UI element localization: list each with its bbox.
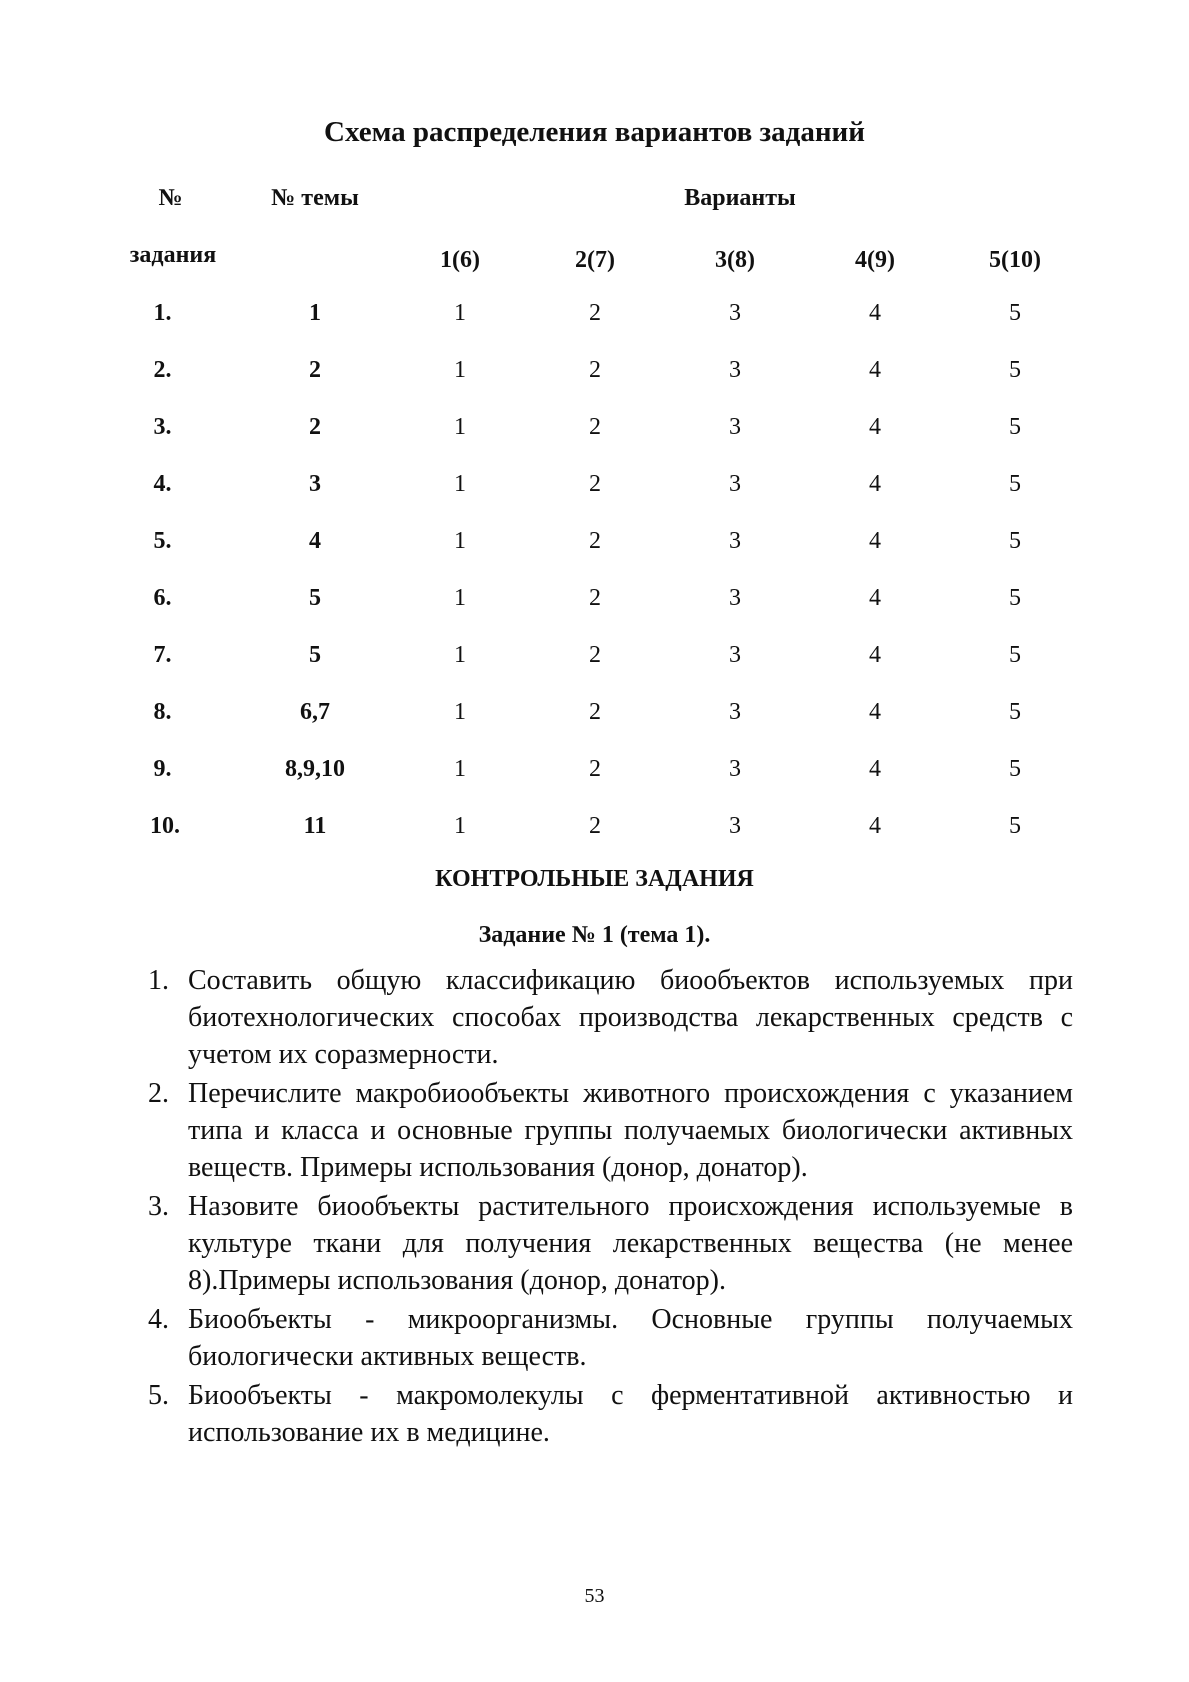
task-number-cell: 3. [153,414,172,440]
table-header-variant-1: 1(6) [440,247,480,273]
variant-value-cell: 3 [729,813,741,839]
variant-value-cell: 5 [1009,357,1021,383]
variant-value-cell: 2 [589,471,601,497]
variant-value-cell: 4 [869,414,881,440]
task-item-number: 4. [148,1304,169,1335]
variant-value-cell: 3 [729,528,741,554]
topic-number-cell: 1 [309,300,321,326]
topic-number-cell: 5 [309,642,321,668]
variant-value-cell: 5 [1009,585,1021,611]
variant-value-cell: 2 [589,642,601,668]
section-heading: КОНТРОЛЬНЫЕ ЗАДАНИЯ [435,866,754,892]
variant-value-cell: 2 [589,699,601,725]
task-number-cell: 8. [153,699,172,725]
variant-value-cell: 5 [1009,813,1021,839]
variant-value-cell: 4 [869,813,881,839]
variant-value-cell: 2 [589,528,601,554]
variant-value-cell: 1 [454,528,466,554]
variant-value-cell: 4 [869,300,881,326]
task-item [148,1188,1073,1299]
task-number-cell: 1. [153,300,172,326]
task-number-cell: 10. [150,813,180,839]
variant-value-cell: 4 [869,471,881,497]
task-heading: Задание № 1 (тема 1). [478,922,711,948]
variant-value-cell: 5 [1009,756,1021,782]
variant-value-cell: 3 [729,699,741,725]
task-item [148,962,1073,1073]
variant-value-cell: 3 [729,471,741,497]
variant-value-cell: 1 [454,300,466,326]
variant-value-cell: 3 [729,642,741,668]
page-title: Схема распределения вариантов заданий [324,116,865,148]
topic-number-cell: 4 [309,528,321,554]
task-item [148,1301,1073,1375]
table-header-topic: № темы [271,185,359,211]
topic-number-cell: 5 [309,585,321,611]
task-item-number: 1. [148,965,169,996]
task-number-cell: 7. [153,642,172,668]
variant-value-cell: 4 [869,756,881,782]
variant-value-cell: 4 [869,699,881,725]
task-item-text: Перечислите макробиообъекты животного происхождения с указанием типа и класса и основные группы получаемых биологически активных веществ. Примеры использования (донор, донатор). [188,1078,1073,1183]
variant-value-cell: 5 [1009,471,1021,497]
task-number-cell: 4. [153,471,172,497]
variant-value-cell: 2 [589,585,601,611]
task-item-number: 2. [148,1078,169,1109]
variant-value-cell: 1 [454,642,466,668]
task-item-text: Составить общую классификацию биообъектов используемых при биотехнологических способах производства лекарственных средств с учетом их соразмерности. [188,965,1073,1070]
variant-value-cell: 3 [729,756,741,782]
variant-value-cell: 4 [869,642,881,668]
table-header-variants: Варианты [684,185,796,211]
variant-value-cell: 2 [589,756,601,782]
variant-value-cell: 5 [1009,528,1021,554]
variant-value-cell: 3 [729,300,741,326]
table-header-variant-3: 3(8) [715,247,755,273]
variant-value-cell: 3 [729,357,741,383]
variant-value-cell: 1 [454,414,466,440]
topic-number-cell: 11 [303,813,327,839]
table-header-variant-5: 5(10) [989,247,1041,273]
variant-value-cell: 2 [589,414,601,440]
variant-value-cell: 5 [1009,414,1021,440]
task-item [148,1075,1073,1186]
table-header-number-sign: № [158,185,183,211]
variant-value-cell: 5 [1009,699,1021,725]
topic-number-cell: 8,9,10 [285,756,345,782]
variant-value-cell: 1 [454,357,466,383]
task-item-text: Назовите биообъекты растительного происхождения используемые в культуре ткани для получения лекарственных вещества (не менее 8).Примеры использования (донор, донатор). [188,1191,1073,1296]
task-number-cell: 2. [153,357,172,383]
topic-number-cell: 2 [309,357,321,383]
task-item-text: Биообъекты - макромолекулы с ферментативной активностью и использование их в медицине. [188,1380,1073,1448]
variant-value-cell: 1 [454,813,466,839]
task-item-number: 3. [148,1191,169,1222]
variant-value-cell: 2 [589,813,601,839]
table-header-variant-4: 4(9) [855,247,895,273]
topic-number-cell: 3 [309,471,321,497]
variant-value-cell: 1 [454,756,466,782]
task-number-cell: 9. [153,756,172,782]
variant-value-cell: 5 [1009,642,1021,668]
task-list [148,962,1073,1453]
table-header-variant-2: 2(7) [575,247,615,273]
variant-value-cell: 2 [589,357,601,383]
topic-number-cell: 6,7 [300,699,330,725]
variant-value-cell: 1 [454,585,466,611]
variant-value-cell: 1 [454,471,466,497]
variant-value-cell: 2 [589,300,601,326]
variant-value-cell: 1 [454,699,466,725]
task-item-text: Биообъекты - микроорганизмы. Основные группы получаемых биологически активных веществ. [188,1304,1073,1372]
table-header-task: задания [129,242,217,268]
variant-value-cell: 5 [1009,300,1021,326]
variant-value-cell: 3 [729,414,741,440]
variant-value-cell: 3 [729,585,741,611]
variant-value-cell: 4 [869,357,881,383]
variant-value-cell: 4 [869,585,881,611]
task-item-number: 5. [148,1380,169,1411]
task-item [148,1377,1073,1451]
task-number-cell: 5. [153,528,172,554]
variant-value-cell: 4 [869,528,881,554]
topic-number-cell: 2 [309,414,321,440]
task-number-cell: 6. [153,585,172,611]
page-number: 53 [584,1585,605,1607]
